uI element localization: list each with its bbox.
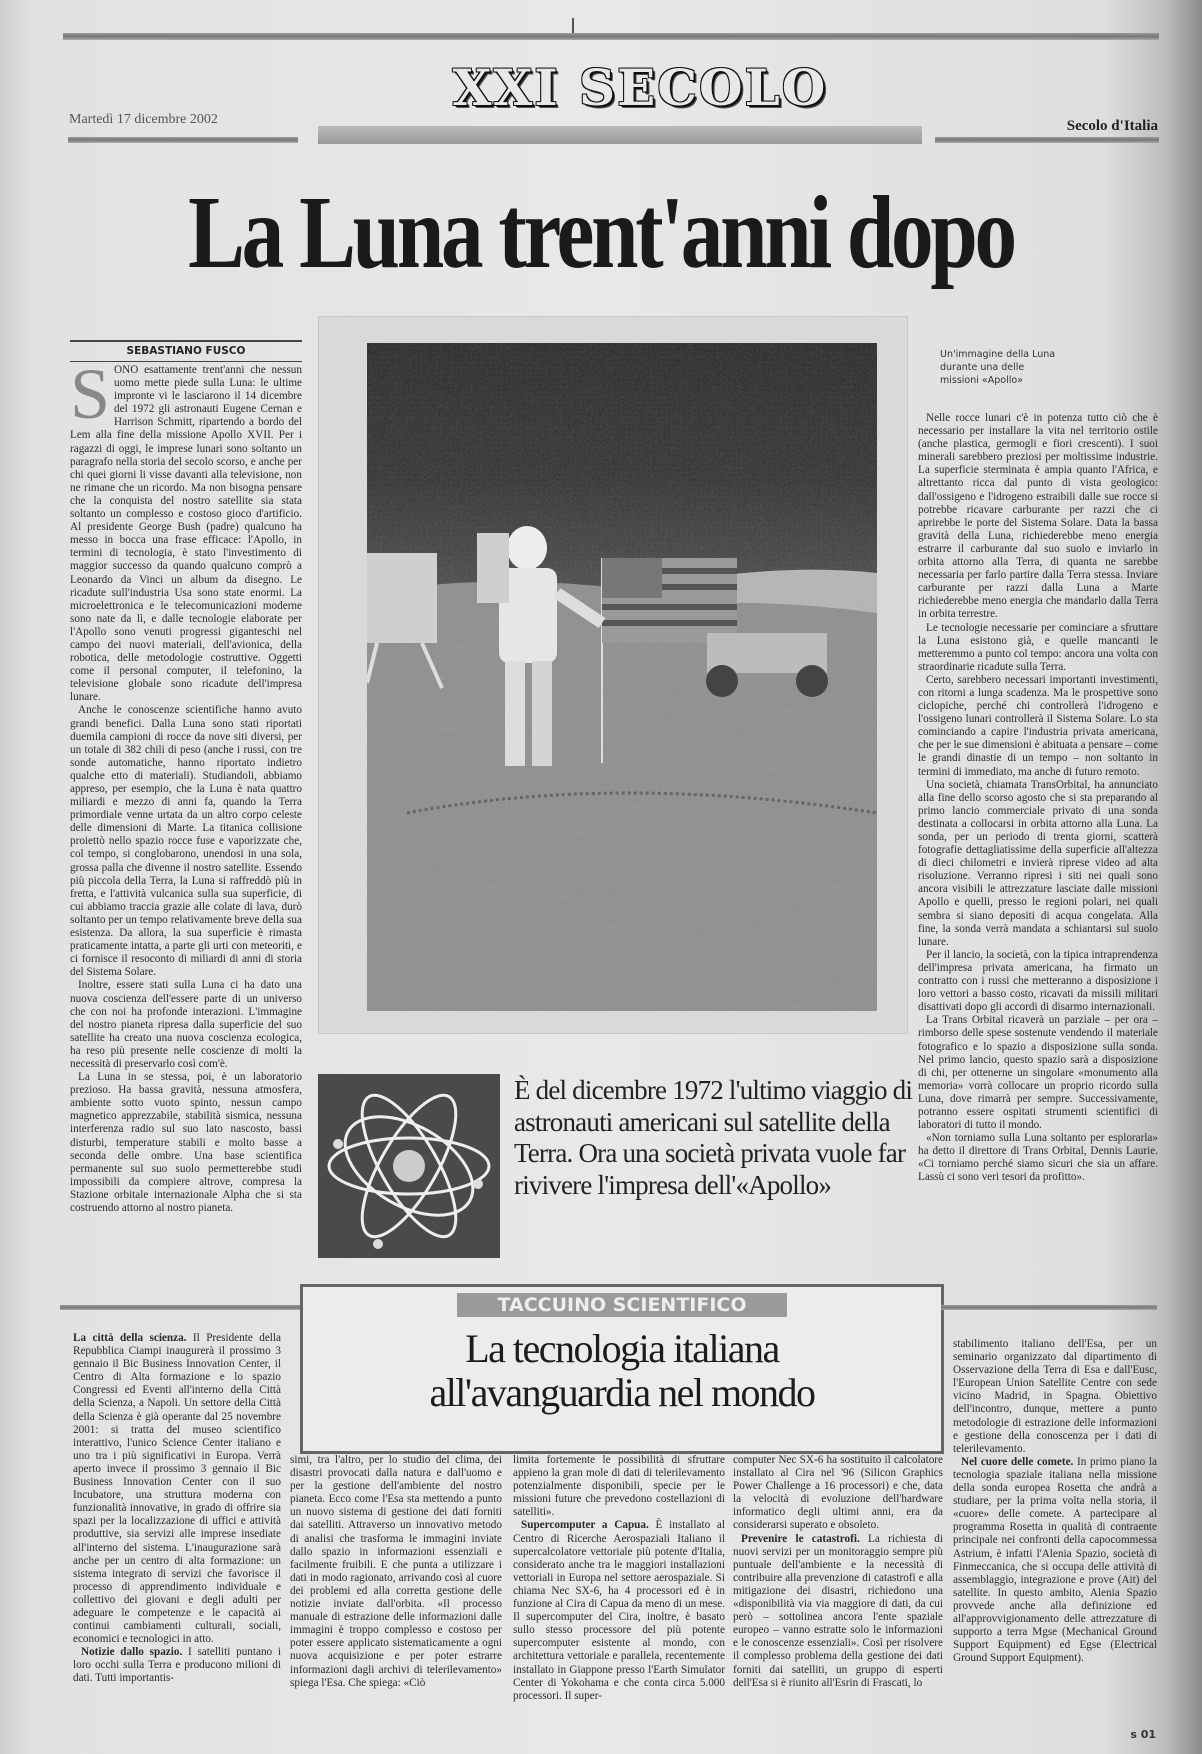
taccuino-column-4: [733, 1454, 943, 1690]
paragraph: «Non torniamo sulla Luna soltanto per esplorarla» ha detto il direttore di Trans Orbital, Dennis Laurie. «Ci torniamo perché siamo sicuri che sia un affare. Lassù ci sono veri tesori da profitto».: [918, 1132, 1158, 1184]
section-title-line2: all'avanguardia nel mondo: [429, 1370, 815, 1415]
paragraph: Anche le conoscenze scientifiche hanno avuto grandi benefici. Dalla Luna sono stati riportati duemila campioni di rocce da nove siti diversi, per un totale di 382 chili di peso (anche i russi, con tre sonde automatiche, hanno riportato indietro qualche etto di materiali). Studiandoli, abbiamo appreso, per esempio, che la Luna è nata quattro miliardi e mezzo di anni fa, quando la Terra primordiale venne urtata da un altro corpo celeste delle dimensioni di Marte. La titanica collisione proiettò nello spazio rocce fuse e vaporizzate che, col tempo, si conglobarono, unendosi in una sola, grossa palla che divenne il nostro satellite. Essendo più piccola della Terra, la Luna si raffreddò più in fretta, e l'attività vulcanica sulla sua superficie, di cui abbiamo traccia grazie alle colate di lava, durò soltanto per un tempo relativamente breve della sua esistenza. Da allora, la sua superficie è rimasta praticamente intatta, a parte gli urti con meteoriti, e ci fornisce il resoconto di miliardi di anni di storia del Sistema Solare.: [70, 704, 302, 979]
paragraph: La Trans Orbital ricaverà un parziale – per ora – rimborso delle spese sostenute vendendo il materiale fotografico e lo spazio a disposizione sulla sonda. Nel primo lancio, questo spazio sarà a disposizione di chi, per ottenerne un singolare «monumento alla memoria» vorrà collocare un proprio ricordo sulla Luna, dove rimarrà per sempre. Successivamente, potranno essere ospitati strumenti scientifici di laboratori di tutto il mondo.: [918, 1014, 1158, 1132]
taccuino-rule-right: [941, 1305, 1157, 1310]
issue-date: Martedì 17 dicembre 2002: [69, 112, 218, 127]
taccuino-scientifico-box: [300, 1284, 944, 1454]
masthead-rule-center: [318, 126, 922, 144]
drop-cap: S: [70, 354, 111, 434]
photo-caption: Un'immagine della Luna durante una delle missioni «Apollo»: [940, 349, 1056, 386]
item-lead: La città della scienza.: [73, 1332, 187, 1344]
section-logo: XXI SECOLO: [452, 58, 828, 117]
apollo-photo-scene: [367, 343, 877, 1011]
taccuino-column-1: [73, 1332, 281, 1686]
photo-frame: [318, 316, 908, 1034]
item-text: limita fortemente le possibilità di sfruttare appieno la gran mole di dati di telerilevamento potenzialmente disponibili, specie per le missioni future che prevedono costellazioni di satelliti».: [513, 1454, 725, 1519]
byline-rule: [70, 340, 302, 342]
article-right-column: [918, 412, 1158, 1185]
newspaper-name: Secolo d'Italia: [1066, 118, 1158, 134]
byline: SEBASTIANO FUSCO: [126, 345, 246, 357]
taccuino-column-2: [290, 1454, 502, 1690]
item-text: stabilimento italiano dell'Esa, per un seminario organizzato dal dipartimento di Osservazione della Terra di Esa e dall'Eusc, l'European Union Satellite Centre con sede vicino Madrid, in Spagna. Obiettivo dell'incontro, dunque, mettere a punto metodologie di estrazione delle informazioni e gestione della conoscenza per i dati di telerilevamento.: [953, 1338, 1157, 1455]
paragraph: ONO esattamente trent'anni che nessun uomo mette piede sulla Luna: le ultime impronte vi le lasciarono il 14 dicembre del 1972 gli astronauti Eugene Cernan e Harrison Schmitt, ripartendo a bordo del Lem alla fine della missione Apollo XVII. Per i ragazzi di oggi, le imprese lunari sono soltanto un paragrafo nella storia del secolo scorso, e anche per chi quei giorni li visse davanti alla televisione, non ne rimane che un ricordo. Ma non bisogna pensare che la conquista del nostro satellite sia stata soltanto un complesso e costoso gioco d'artificio. Al presidente George Bush (padre) qualcuno ha messo in bocca una frase efficace: l'Apollo, in termini di tecnologia, è stato l'investimento di maggior successo da quando qualcuno comprò a Leonardo da Vinci un album da disegno. Le ricadute sull'industria Usa sono state enormi. La microelettronica e le telecomunicazioni moderne sono nate da lì, e dalle tecnologie elaborate per l'Apollo sono venuti progressi giganteschi nel campo dei nuovi materiali, dell'avionica, della robotica, delle metodologie costruttive. Oggetti come il personal computer, il telefonino, la televisione globale sono ricadute dell'impresa lunare.: [70, 364, 302, 704]
item-text: computer Nec SX-6 ha sostituito il calcolatore installato al Cira nel '96 (Silicon Graphics Power Challenge a 16 processori) e che, data la velocità di evoluzione dell'hardware informatico degli ultimi anni, era da considerarsi superato e obsoleto.: [733, 1454, 943, 1532]
section-kicker: TACCUINO SCIENTIFICO: [457, 1293, 787, 1317]
item-text: simi, tra l'altro, per lo studio del clima, dei disastri provocati dalla natura e dall'uomo e per la gestione dell'ambiente del nostro pianeta. Ecco come l'Esa sta mettendo a punto un nuovo sistema di gestione dei dati forniti dai satelliti. Attraverso un innovativo metodo di analisi che trasforma le immagini inviate dallo spazio in informazioni essenziali e facilmente fruibili. E che punta a utilizzare i dati in modo ragionato, arrivando così al cuore dei problemi ed alla corretta gestione delle notizie inviate dall'orbita. «Il processo manuale di estrazione delle informazioni dalle immagini è troppo complesso e costoso per poter essere applicato sistematicamente a ogni nuova acquisizione e per poter estrarre informazioni dagli archivi di telerilevamento» spiega l'Esa. Che spiega: «Ciò: [290, 1454, 502, 1689]
masthead-rule-right: [935, 137, 1159, 143]
article-left-column: [70, 354, 302, 1215]
pull-quote: È del dicembre 1972 l'ultimo viaggio di astronauti americani sul satellite della Terra. Ora una società privata vuole far rivivere l'impresa dell'«Apollo»: [514, 1075, 913, 1200]
taccuino-column-5: [953, 1338, 1157, 1665]
item-text: Il Presidente della Repubblica Ciampi inaugurerà il prossimo 3 gennaio il Bic Business Innovation Center, il Centro di Alta formazione e lo spazio Congressi ed Eventi all'interno della Città della Scienza, a Napoli. Un settore della Città della Scienza è già operante dal 25 novembre 2001: si tratta del museo scientifico interattivo, l'unico Science Center italiano e uno tra i più significativi in Europa. Verrà aperto invece il prossimo 3 gennaio il Bic Business Innovation Center con il suo Incubatore, una struttura moderna con funzionalità innovative, in grado di offrire sia spazi per la localizzazione di uffici e attività produttive, sia servizi alle imprese insediate all'interno del sistema. L'inaugurazione sarà anche per un centro di alta formazione: un sistema integrato di servizi che favorisce il processo di apprendimento individuale e collettivo dei giovani e degli adulti per adeguare le competenze e le capacità ai continui cambiamenti culturali, sociali, economici e tecnologici in atto.: [73, 1332, 281, 1646]
item-text: In primo piano la tecnologia spaziale italiana nella missione della sonda europea Rosetta che andrà a studiare, per la prima volta nella storia, il «cuore» delle comete. A partecipare al programma Rosetta in qualità di contraente principale nei confronti della capocommessa Astrium, è infatti l'Alenia Spazio, società di Finmeccanica, che si occupa delle attività di assemblaggio, integrazione e prove (Ait) del satellite. In questo ambito, Alenia Spazio provvede anche alla definizione ed all'approvvigionamento delle attrezzature di supporto a terra Mgse (Mechanical Ground Support Equipment) ed Egse (Electrical Ground Support Equipment).: [953, 1455, 1157, 1665]
paragraph: Nelle rocce lunari c'è in potenza tutto ciò che è necessario per installare la vita nel territorio ostile (anche plastica, germogli e fiori crescenti). I suoi minerali sarebbero preziosi per moltissime industrie. La superficie sterminata è ampia quanto l'Africa, e altrettanto ricca dal punto di vista geologico: dall'ossigeno e l'idrogeno estraibili dalle sue rocce si potrebbe ricavare carburante per razzi che ci aprirebbe le porte del Sistema Solare. Data la bassa gravità della Luna, richiederebbe meno energia estrarre il carburante dal suo suolo e inviarlo in orbita attorno alla Terra, di quanta ne sarebbe necessaria per farlo partire dalla Terra stessa. Inviare carburante per razzi dalla Luna a Marte richiederebbe meno energia che mandarlo dalla Terra in orbita terrestre.: [918, 412, 1158, 621]
item-lead: Notizie dallo spazio.: [81, 1646, 183, 1659]
top-rule: [63, 33, 1159, 40]
paragraph: Una società, chiamata TransOrbital, ha annunciato alla fine dello scorso agosto che si sta preparando al primo lancio commerciale privato di una sonda destinata a collocarsi in orbita attorno alla Luna. La sonda, per un periodo di trenta giorni, scatterà fotografie dettagliatissime della superficie all'altezza di dieci chilometri e invierà riprese video ad alta risoluzione. Verranno ripresi i siti nei quali sono ancora visibili le attrezzature lasciate dalle missioni Apollo e quelli, presso le regioni polari, nei quali sembra si siano depositi di acqua congelata. Alla fine, la sonda verrà mandata a schiantarsi sul suolo lunare.: [918, 778, 1158, 948]
paragraph: Inoltre, essere stati sulla Luna ci ha dato una nuova coscienza dell'essere parte di un universo che con noi ha profonde interazioni. L'immagine del nostro pianeta ripresa dalla superficie del suo satellite ha creato una nuova coscienza ecologica, ha reso più presente nelle coscienze di molti la necessità di preservarlo così com'è.: [70, 979, 302, 1070]
item-text: I satelliti puntano i loro occhi sulla Terra e producono milioni di dati. Tutti importantis-: [73, 1646, 281, 1685]
moon-astronaut-photo: [367, 343, 877, 1011]
item-text: La richiesta di nuovi servizi per un monitoraggio sempre più puntuale dell'ambiente e la necessità di contribuire alla prevenzione di catastrofi e alla mitigazione dei disastri, richiedono una «disponibilità via via maggiore di dati, da cui però – sottolinea ancora l'ente spaziale europeo – vanno estratte solo le informazioni e le conoscenze essenziali». Così per risolvere il complesso problema della gestione dei dati forniti dai satelliti, un gruppo di esperti dell'Esa si è riunito all'Esrin di Frascati, lo: [733, 1532, 943, 1689]
item-lead: Supercomputer a Capua.: [521, 1519, 649, 1532]
item-lead: Nel cuore delle comete.: [961, 1455, 1074, 1468]
paragraph: Le tecnologie necessarie per cominciare a sfruttare la Luna esistono già, e quelle mancanti le metteremmo a punto col tempo: ancora una volta con straordinarie ricadute sulla Terra.: [918, 621, 1158, 673]
section-title-line1: La tecnologia italiana: [465, 1326, 779, 1371]
item-lead: Prevenire le catastrofi.: [741, 1532, 860, 1545]
paragraph: Certo, sarebbero necessari importanti investimenti, con ritorni a lunga scadenza. Ma le prospettive sono ciclopiche, perché chi controllerà l'idrogeno e l'ossigeno lunari controllerà il Sistema Solare. Lo sta cominciando a capire l'industria privata americana, che per le sue dimensioni è abituata a pensare – come le grandi dinastie di un tempo – non soltanto in termini di immediato, ma anche di futuro remoto.: [918, 673, 1158, 778]
headline: La Luna trent'anni dopo: [188, 175, 1014, 290]
paragraph: Per il lancio, la società, con la tipica intraprendenza dell'impresa privata americana, ha firmato un contratto con i russi che metteranno a disposizione i loro vettori a basso costo, ricavati da missili militari disattivati dopo gli accordi di disarmo internazionali.: [918, 948, 1158, 1014]
taccuino-column-3: [513, 1454, 725, 1703]
paragraph: La Luna in se stessa, poi, è un laboratorio prezioso. Ha bassa gravità, nessuna atmosfera, ambiente sotto vuoto spinto, nessun campo magnetico apprezzabile, stabilità sismica, nessuna interferenza radio sul suo lato nascosto, bassi disturbi, temperature stabili e molto basse a seconda delle ombre. Una base scientifica permanente sul suo suolo permetterebbe studi impossibili da compiere altrove, compresa la Stazione orbitale internazionale Alpha che si sta costruendo attorno al nostro pianeta.: [70, 1071, 302, 1214]
masthead-rule-left: [68, 137, 298, 143]
taccuino-rule-left: [60, 1305, 300, 1310]
atom-icon: [318, 1074, 500, 1258]
atom-illustration: [318, 1074, 500, 1258]
item-text: È installato al Centro di Ricerche Aerospaziali Italiano il supercalcolatore vettoriale più potente d'Italia, considerato anche tra le maggiori installazioni vettoriali in Europa nel settore aerospaziale. Si chiama Nec SX-6, ha 4 processori ed è in funzione al Cira di Capua da meno di un mese. Il supercomputer del Cira, inoltre, è basato sullo stesso processore del più potente supercomputer esistente al mondo, con architettura vettoriale e parallela, recentemente installato in Giappone presso l'Earth Simulator Center di Yokohama e che conta circa 5.000 processori. Il super-: [513, 1519, 725, 1702]
page-marker: s 01: [1130, 1728, 1156, 1741]
